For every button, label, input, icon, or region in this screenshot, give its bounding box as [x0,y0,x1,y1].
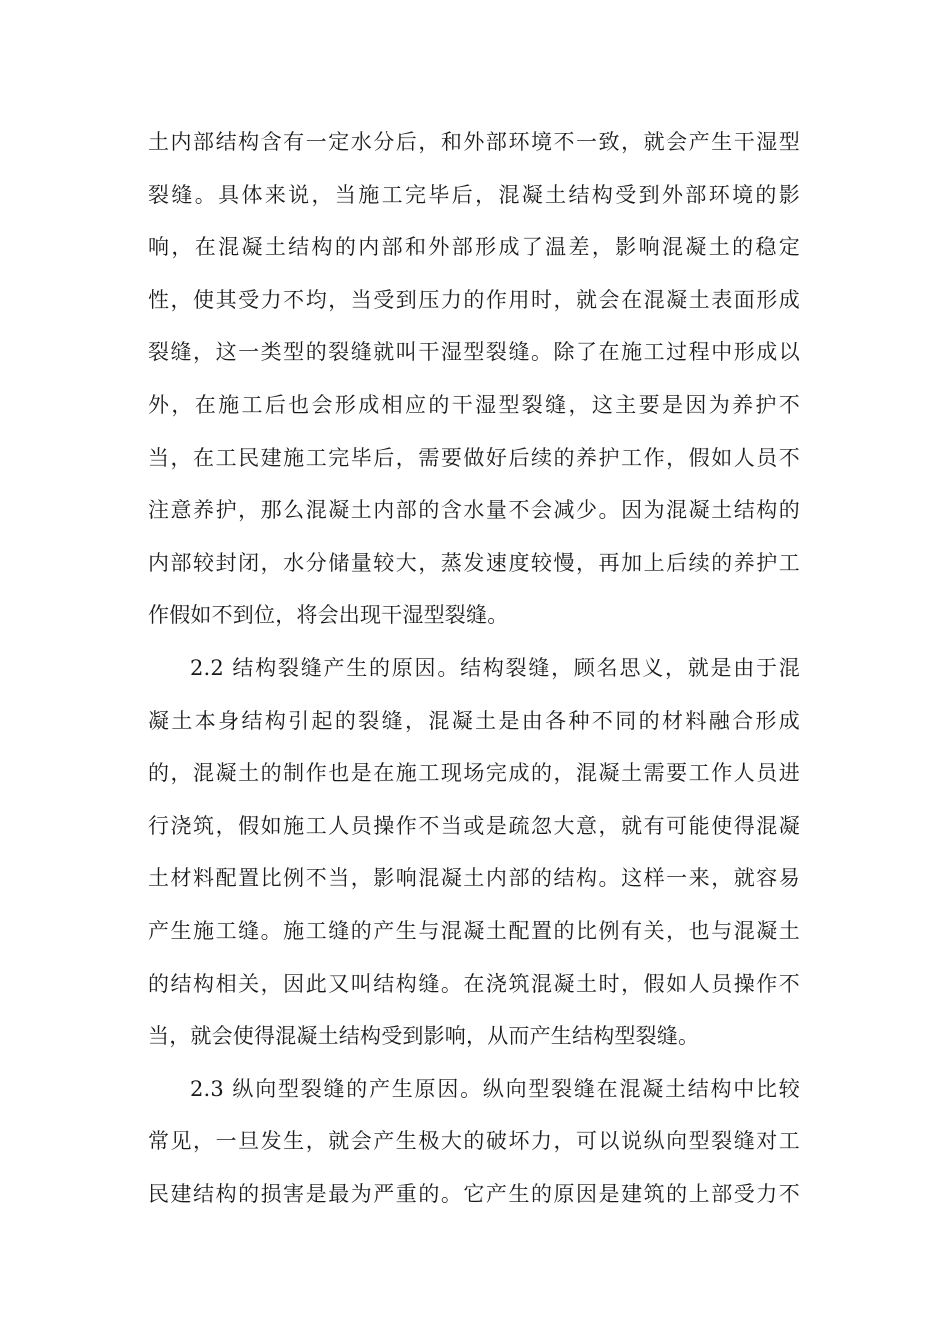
text-line: 的结构相关，因此又叫结构缝。在浇筑混凝土时，假如人员操作不 [148,971,800,996]
section-heading-line: 2.3 纵向型裂缝的产生原因。纵向型裂缝在混凝土结构中比较 [190,1076,800,1101]
section-heading-line: 2.2 结构裂缝产生的原因。结构裂缝，顾名思义，就是由于混 [190,655,800,680]
text-line: 凝土本身结构引起的裂缝，混凝土是由各种不同的材料融合形成 [148,708,800,733]
text-line: 当，在工民建施工完毕后，需要做好后续的养护工作，假如人员不 [148,445,800,470]
text-line: 裂缝。具体来说，当施工完毕后，混凝土结构受到外部环境的影 [148,182,800,207]
text-line: 民建结构的损害是最为严重的。它产生的原因是建筑的上部受力不 [148,1181,800,1206]
text-line: 响，在混凝土结构的内部和外部形成了温差，影响混凝土的稳定 [148,235,800,260]
text-line: 的，混凝土的制作也是在施工现场完成的，混凝土需要工作人员进 [148,761,800,786]
text-line: 注意养护，那么混凝土内部的含水量不会减少。因为混凝土结构的 [148,498,800,523]
text-line: 外，在施工后也会形成相应的干湿型裂缝，这主要是因为养护不 [148,392,800,417]
text-line: 常见，一旦发生，就会产生极大的破坏力，可以说纵向型裂缝对工 [148,1129,800,1154]
body-text [148,116,800,1220]
text-line: 当，就会使得混凝土结构受到影响，从而产生结构型裂缝。 [148,1024,700,1049]
text-line: 作假如不到位，将会出现干湿型裂缝。 [148,603,509,628]
text-line: 裂缝，这一类型的裂缝就叫干湿型裂缝。除了在施工过程中形成以 [148,340,800,365]
text-line: 内部较封闭，水分储量较大，蒸发速度较慢，再加上后续的养护工 [148,550,800,575]
text-line: 行浇筑，假如施工人员操作不当或是疏忽大意，就有可能使得混凝 [148,813,800,838]
text-line: 性，使其受力不均，当受到压力的作用时，就会在混凝土表面形成 [148,287,800,312]
text-line: 土材料配置比例不当，影响混凝土内部的结构。这样一来，就容易 [148,866,800,891]
text-line: 产生施工缝。施工缝的产生与混凝土配置的比例有关，也与混凝土 [148,918,800,943]
text-line: 土内部结构含有一定水分后，和外部环境不一致，就会产生干湿型 [148,130,800,154]
